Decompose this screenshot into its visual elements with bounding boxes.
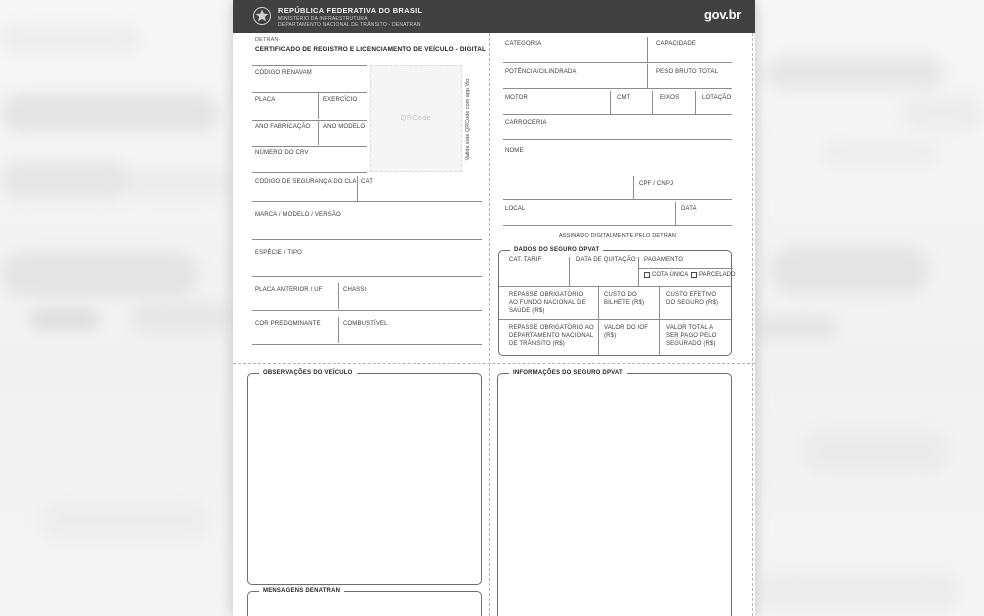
field-divider bbox=[638, 257, 639, 286]
dpvat-data-box bbox=[498, 247, 736, 356]
lotacao-field-label: LOTAÇÃO bbox=[702, 95, 732, 101]
valor-total-field-label: VALOR TOTAL A SER PAGO PELO SEGURADO (R$) bbox=[666, 325, 717, 347]
background-blur-blob bbox=[130, 300, 230, 335]
ano-fabricacao-field-label: ANO FABRICAÇÃO bbox=[255, 124, 311, 130]
especie-tipo-field-label: ESPÉCIE / TIPO bbox=[255, 250, 303, 256]
denatran-messages-title: MENSAGENS DENATRAN bbox=[259, 588, 344, 594]
background-blur-blob bbox=[765, 55, 945, 91]
parcelado-checkbox[interactable] bbox=[691, 272, 697, 278]
dpvat-information-box bbox=[497, 370, 732, 616]
renavam-field-label: CÓDIGO RENAVAM bbox=[255, 70, 312, 76]
local-field-label: LOCAL bbox=[505, 206, 526, 212]
field-divider bbox=[357, 176, 358, 201]
cat-tarif-field-label: CAT. TARIF bbox=[509, 257, 542, 263]
background-blur-blob bbox=[760, 572, 960, 612]
dpvat-box-title: DADOS DO SEGURO DPVAT bbox=[510, 247, 603, 253]
field-line bbox=[252, 65, 367, 66]
cota-unica-checkbox[interactable] bbox=[644, 272, 650, 278]
potencia-field-label: POTÊNCIA/CILINDRADA bbox=[505, 69, 577, 75]
combustivel-field-label: COMBUSTÍVEL bbox=[343, 321, 388, 327]
background-blur-blob bbox=[0, 25, 140, 53]
parcelado-option bbox=[691, 272, 736, 278]
background-blur-blob bbox=[40, 500, 210, 540]
field-divider bbox=[598, 286, 599, 319]
pagamento-field-label: PAGAMENTO bbox=[644, 257, 684, 263]
field-line bbox=[252, 146, 367, 147]
cat-field-label: CAT bbox=[361, 179, 374, 185]
qr-caption-vertical: Valide este QRCode com app Vio bbox=[465, 78, 471, 161]
field-line bbox=[499, 286, 731, 287]
background-blur-blob bbox=[120, 168, 230, 198]
ano-modelo-field-label: ANO MODELO bbox=[323, 124, 366, 130]
field-line bbox=[503, 62, 732, 63]
carroceria-field-label: CARROCERIA bbox=[505, 120, 547, 126]
document-header-bar bbox=[233, 0, 755, 33]
field-divider bbox=[633, 176, 634, 199]
valor-iof-field-label: VALOR DO IOF (R$) bbox=[604, 325, 649, 339]
cla-field-label: CÓDIGO DE SEGURANÇA DO CLA bbox=[255, 179, 357, 185]
field-divider bbox=[659, 319, 660, 355]
vehicle-observations-title: OBSERVAÇÕES DO VEÍCULO bbox=[259, 370, 357, 376]
field-divider bbox=[318, 93, 319, 119]
right-edge-cut-line bbox=[752, 33, 753, 616]
field-line bbox=[252, 172, 367, 173]
column-divider-dashed-line bbox=[489, 33, 490, 616]
background-blur-blob bbox=[800, 430, 950, 475]
data-quitacao-field-label: DATA DE QUITAÇÃO bbox=[576, 257, 636, 263]
background-blur-blob bbox=[0, 250, 200, 298]
field-divider bbox=[318, 121, 319, 145]
field-divider bbox=[598, 319, 599, 355]
background-blur-blob bbox=[758, 315, 838, 340]
field-divider bbox=[695, 91, 696, 114]
brazil-coat-of-arms-icon bbox=[252, 6, 272, 26]
field-line bbox=[503, 114, 732, 115]
field-line bbox=[252, 344, 482, 345]
field-line bbox=[503, 199, 732, 200]
background-blur-blob bbox=[820, 140, 940, 165]
repasse-denatran-field-label: REPASSE OBRIGATÓRIO AO DEPARTAMENTO NACIONAL DE TRÂNSITO (R$) bbox=[509, 325, 594, 347]
field-divider bbox=[659, 286, 660, 319]
nome-field-label: NOME bbox=[505, 148, 524, 154]
detran-label: DETRAN- bbox=[255, 37, 281, 43]
categoria-field-label: CATEGORIA bbox=[505, 41, 542, 47]
background-blur-blob bbox=[0, 92, 220, 134]
field-divider bbox=[675, 202, 676, 225]
capacidade-field-label: CAPACIDADE bbox=[656, 41, 697, 47]
ministry-subtitle: MINISTÉRIO DA INFRAESTRUTURA bbox=[278, 16, 368, 22]
field-divider bbox=[652, 91, 653, 114]
qr-code-text: QRCode bbox=[400, 115, 432, 122]
dpvat-information-title: INFORMAÇÕES DO SEGURO DPVAT bbox=[509, 370, 627, 376]
horizontal-cut-line bbox=[233, 363, 755, 364]
parcelado-label: PARCELADO bbox=[699, 272, 736, 278]
motor-field-label: MOTOR bbox=[505, 95, 528, 101]
digital-signature-note: ASSINADO DIGITALMENTE PELO DETRAN bbox=[558, 233, 677, 239]
marca-modelo-field-label: MARCA / MODELO / VERSÃO bbox=[255, 212, 341, 218]
field-line bbox=[252, 120, 367, 121]
cota-unica-option bbox=[644, 272, 688, 278]
field-divider bbox=[338, 283, 339, 309]
exercicio-field-label: EXERCÍCIO bbox=[323, 97, 358, 103]
custo-bilhete-field-label: CUSTO DO BILHETE (R$) bbox=[604, 292, 645, 306]
field-divider bbox=[610, 91, 611, 114]
background-blur-blob bbox=[770, 245, 930, 295]
chassi-field-label: CHASSI bbox=[343, 287, 367, 293]
placa-field-label: PLACA bbox=[255, 97, 276, 103]
field-line bbox=[499, 319, 731, 320]
qr-code-placeholder bbox=[370, 65, 462, 172]
field-line bbox=[503, 88, 732, 89]
background-blur-blob bbox=[30, 308, 100, 330]
field-divider bbox=[338, 317, 339, 343]
background-blur-blob bbox=[0, 160, 130, 200]
cota-unica-label: COTA ÚNICA bbox=[652, 272, 689, 278]
denatran-messages-box bbox=[247, 588, 482, 616]
cor-field-label: COR PREDOMINANTE bbox=[255, 321, 321, 327]
field-line bbox=[252, 276, 482, 277]
document-sheet bbox=[233, 0, 755, 616]
field-divider bbox=[569, 257, 570, 286]
department-subtitle: DEPARTAMENTO NACIONAL DE TRÂNSITO - DENATRAN bbox=[278, 22, 421, 28]
field-divider bbox=[647, 37, 648, 62]
custo-efetivo-field-label: CUSTO EFETIVO DO SEGURO (R$) bbox=[666, 292, 719, 306]
republic-title: REPÚBLICA FEDERATIVA DO BRASIL bbox=[278, 6, 423, 15]
background-blur-blob bbox=[900, 95, 984, 131]
repasse-fns-field-label: REPASSE OBRIGATÓRIO AO FUNDO NACIONAL DE SAÚDE (R$) bbox=[509, 292, 586, 314]
cpf-cnpj-field-label: CPF / CNPJ bbox=[639, 181, 674, 187]
field-line bbox=[252, 310, 482, 311]
cmt-field-label: CMT bbox=[617, 95, 631, 101]
eixos-field-label: EIXOS bbox=[660, 95, 680, 101]
field-divider bbox=[647, 64, 648, 88]
govbr-logo: gov.br bbox=[704, 7, 741, 22]
pagamento-separator-line bbox=[638, 268, 733, 269]
vehicle-observations-box bbox=[247, 370, 482, 585]
data-field-label: DATA bbox=[681, 206, 697, 212]
document-title: CERTIFICADO DE REGISTRO E LICENCIAMENTO DE VEÍCULO - DIGITAL bbox=[255, 46, 487, 53]
placa-anterior-field-label: PLACA ANTERIOR / UF bbox=[255, 287, 323, 293]
field-line bbox=[252, 92, 367, 93]
field-line bbox=[252, 239, 482, 240]
peso-bruto-field-label: PESO BRUTO TOTAL bbox=[656, 69, 718, 75]
field-line bbox=[252, 201, 482, 202]
field-line bbox=[503, 225, 732, 226]
numero-crv-field-label: NÚMERO DO CRV bbox=[255, 150, 309, 156]
field-line bbox=[503, 139, 732, 140]
